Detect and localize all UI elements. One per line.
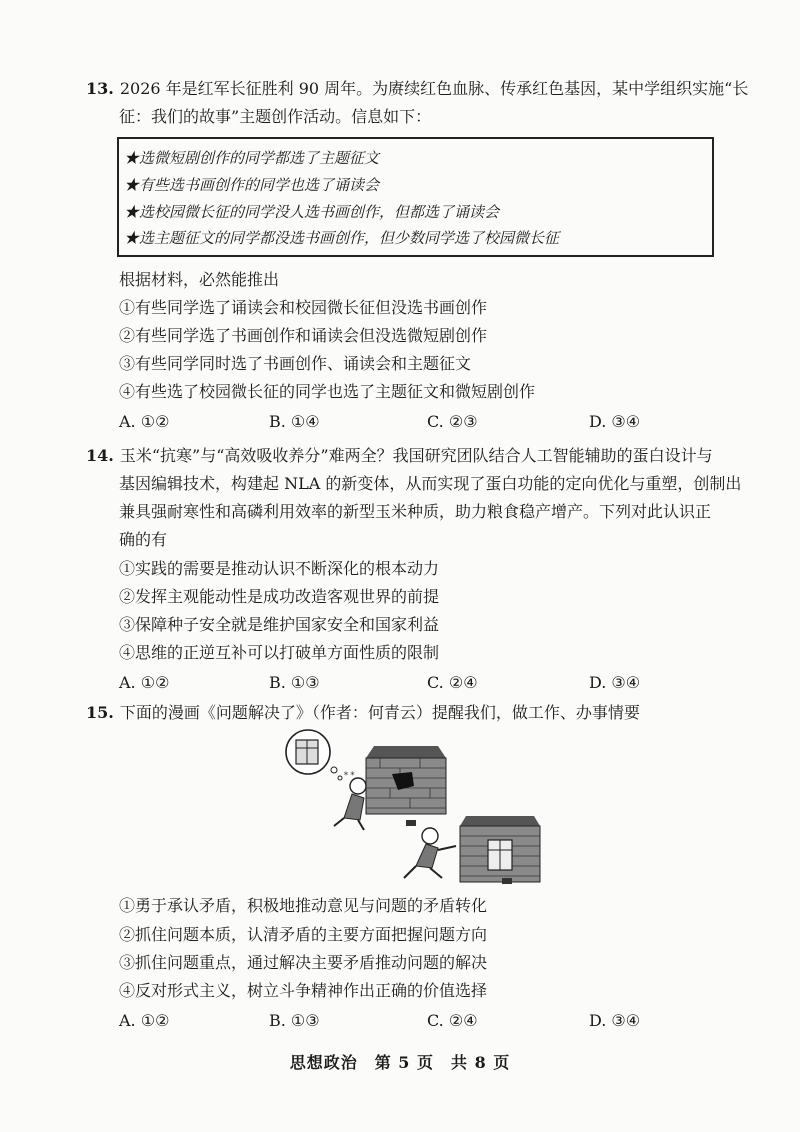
q15-statement: ①勇于承认矛盾，积极地推动意见与问题的矛盾转化 [119,896,488,915]
q15-statement: ②抓住问题本质，认清矛盾的主要方面把握问题方向 [119,925,488,944]
q13-option-a[interactable]: A. ①② [119,412,170,431]
q13-box-item: ★有些选书画创作的同学也选了诵读会 [124,176,380,194]
svg-text:* *: * * [344,771,355,780]
q13-stem-text: 2026 年是红军长征胜利 90 周年。为赓续红色血脉、传承红色基因，某中学组织实施“长 [119,79,749,98]
q14-option-b[interactable]: B. ①③ [269,673,320,692]
q13-statement: ④有些选了校园微长征的同学也选了主题征文和微短剧创作 [119,382,536,401]
man-figure-2 [404,828,456,878]
cartoon-illustration [280,728,550,893]
q15-option-d[interactable]: D. ③④ [589,1011,641,1030]
q15-statement: ④反对形式主义，树立斗争精神作出正确的价值选择 [119,981,488,1000]
brick-piece [406,820,416,826]
q14-statement: ①实践的需要是推动认识不断深化的根本动力 [119,559,440,578]
q15-number: 15. [86,703,114,722]
q14-statement: ④思维的正逆互补可以打破单方面性质的限制 [119,643,440,662]
q13-option-b[interactable]: B. ①④ [269,412,320,431]
q13-statement: ②有些同学选了书画创作和诵读会但没选微短剧创作 [119,326,488,345]
q14-stem-line4: 确的有 [119,530,168,549]
q13-lead: 根据材料，必然能推出 [119,270,280,289]
q14-stem-line1 [86,446,713,466]
page-footer: 思想政治 第 5 页 共 8 页 [289,1053,511,1072]
q14-statement: ②发挥主观能动性是成功改造客观世界的前提 [119,587,440,606]
brick-wall-2 [460,816,540,882]
q13-option-c[interactable]: C. ②③ [427,412,478,431]
q15-option-c[interactable]: C. ②④ [427,1011,478,1030]
brick-wall-1 [366,746,446,814]
q15-stem-line1 [86,703,640,723]
q15-option-a[interactable]: A. ①② [119,1011,170,1030]
q13-box-item: ★选主题征文的同学都没选书画创作，但少数同学选了校园微长征 [124,229,560,247]
q13-statement: ③有些同学同时选了书画创作、诵读会和主题征文 [119,354,472,373]
q14-number: 14. [86,446,114,465]
q15-statement: ③抓住问题重点，通过解决主要矛盾推动问题的解决 [119,953,488,972]
q13-option-d[interactable]: D. ③④ [589,412,641,431]
q13-stem-line1 [86,79,748,99]
q14-stem-line3: 兼具强耐寒性和高磷利用效率的新型玉米种质，助力粮食稳产增产。下列对此认识正 [119,502,712,521]
q14-option-c[interactable]: C. ②④ [427,673,478,692]
brick-piece [502,878,512,884]
q13-number: 13. [86,79,114,98]
q13-box-item: ★选校园微长征的同学没人选书画创作，但都选了诵读会 [124,203,500,221]
q15-option-b[interactable]: B. ①③ [269,1011,320,1030]
q13-stem-line2: 征：我们的故事”主题创作活动。信息如下： [119,107,432,126]
q14-option-d[interactable]: D. ③④ [589,673,641,692]
q14-option-a[interactable]: A. ①② [119,673,170,692]
q14-statement: ③保障种子安全就是维护国家安全和国家利益 [119,615,440,634]
thought-bubble [286,730,342,780]
q13-statement: ①有些同学选了诵读会和校园微长征但没选书画创作 [119,298,488,317]
q14-stem-line2: 基因编辑技术，构建起 NLA 的新变体，从而实现了蛋白功能的定向优化与重塑，创制出 [119,474,742,493]
q15-stem-text: 下面的漫画《问题解决了》（作者：何青云）提醒我们，做工作、办事情要 [119,703,640,722]
q14-stem-text: 玉米“抗寒”与“高效吸收养分”难两全？我国研究团队结合人工智能辅助的蛋白设计与 [119,446,713,465]
q13-box-item: ★选微短剧创作的同学都选了主题征文 [124,149,380,167]
